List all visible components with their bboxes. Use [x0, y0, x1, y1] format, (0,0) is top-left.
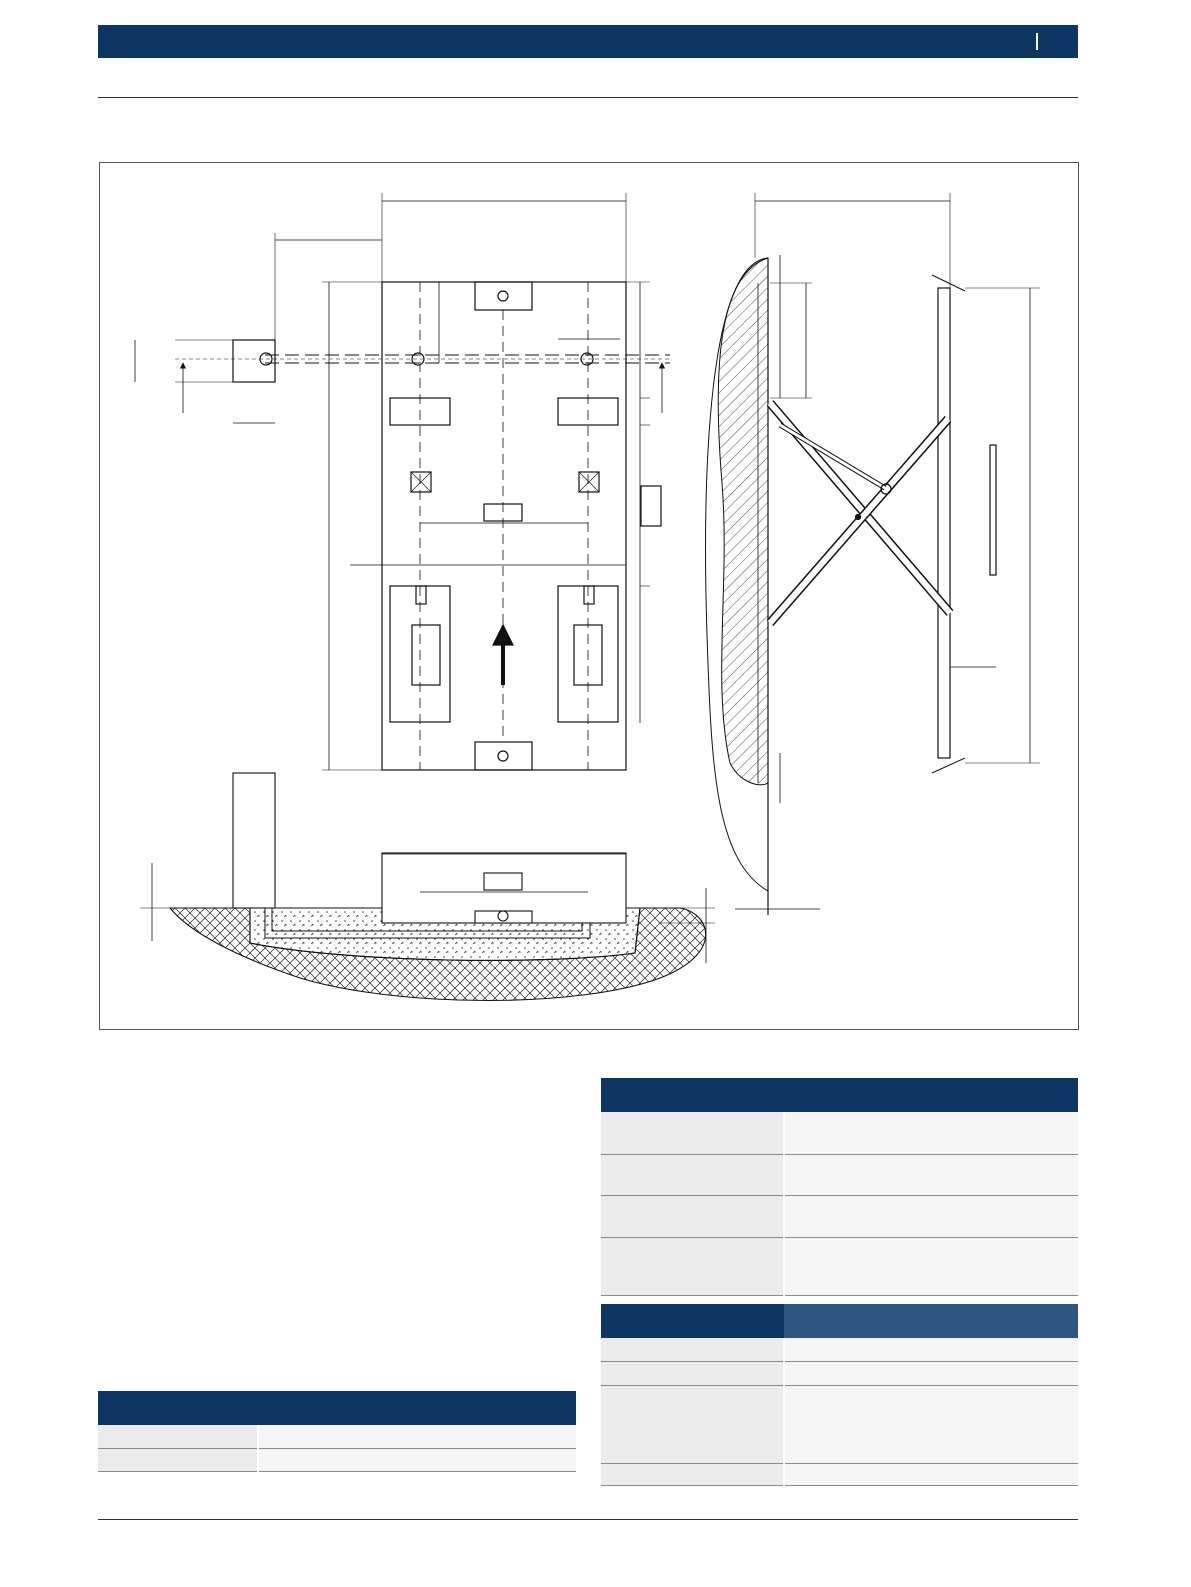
table-row: [601, 1112, 1078, 1154]
technical-drawing-svg: [100, 163, 1080, 1031]
table-row: [601, 1385, 1078, 1463]
table-row: [98, 1425, 576, 1448]
side-view: [706, 193, 1040, 915]
table-row: [601, 1338, 1078, 1361]
specs-table-bottom: [601, 1304, 1078, 1486]
control-box: [233, 340, 275, 382]
footer-rule: [98, 1519, 1078, 1520]
table-header: [601, 1304, 784, 1338]
table-row: [98, 1448, 576, 1471]
table-row: [601, 1361, 1078, 1385]
header-rule: [98, 97, 1078, 98]
floor-section: [140, 773, 715, 1001]
top-view: [135, 193, 670, 770]
installation-drawing: [99, 162, 1079, 1030]
table-row: [601, 1154, 1078, 1195]
table-header: [601, 1078, 1078, 1112]
header-separator: [1036, 33, 1038, 50]
header-bar: [98, 25, 1078, 58]
table-row: [601, 1237, 1078, 1295]
legend-table: [98, 1391, 576, 1472]
table-row: [601, 1463, 1078, 1485]
table-row: [601, 1195, 1078, 1237]
specs-table-top: [601, 1078, 1078, 1296]
table-header-accent: [784, 1304, 1078, 1338]
table-header: [98, 1391, 576, 1425]
